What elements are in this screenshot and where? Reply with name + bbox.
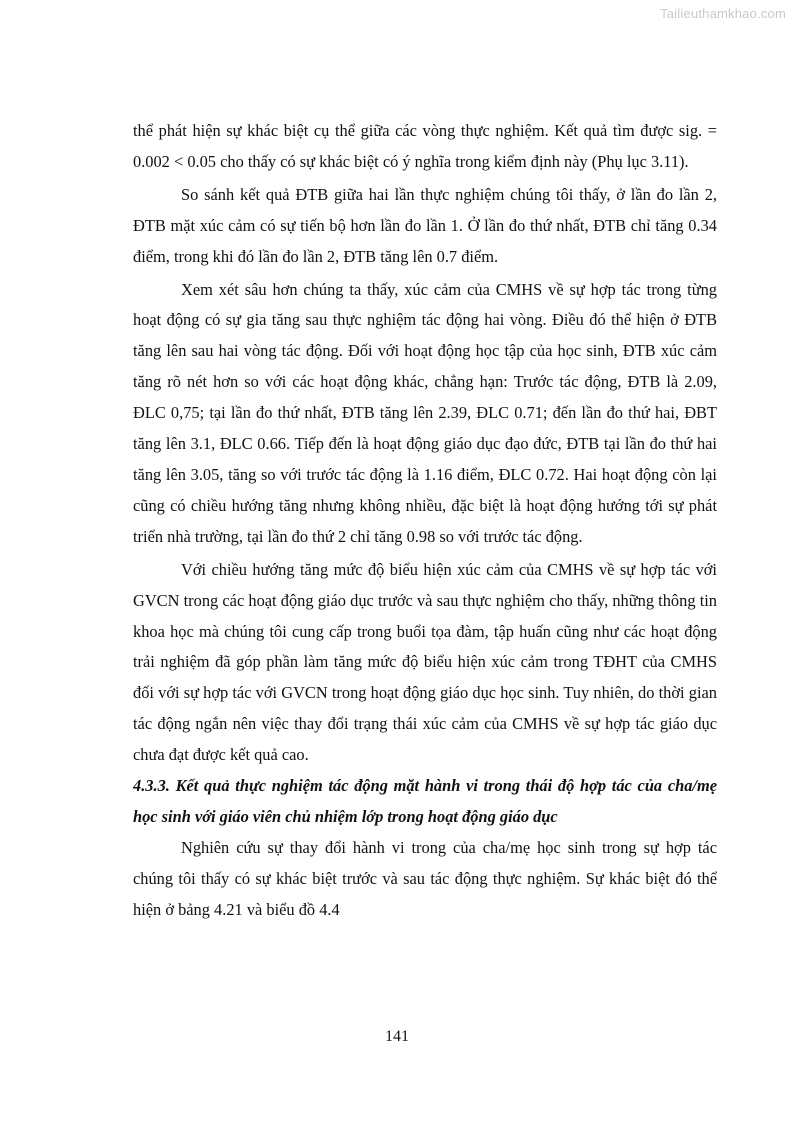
page-body — [133, 116, 717, 926]
paragraph-comparison: So sánh kết quả ĐTB giữa hai lần thực nghiệm chúng tôi thấy, ở lần đo lần 2, ĐTB mặt xúc cảm có sự tiến bộ hơn lần đo lần 1. Ở lần đo thứ nhất, ĐTB chỉ tăng 0.34 điểm, trong khi đó lần đo lần 2, ĐTB tăng lên 0.7 điểm. — [133, 184, 717, 266]
watermark: Tailieuthamkhao.com — [660, 6, 786, 21]
paragraph-activity-analysis: Xem xét sâu hơn chúng ta thấy, xúc cảm của CMHS về sự hợp tác trong từng hoạt động có sự gia tăng sau thực nghiệm tác động hai vòng. Điều đó thể hiện ở ĐTB tăng lên sau hai vòng tác động. Đối với hoạt động học tập của học sinh, ĐTB xúc cảm tăng rõ nét hơn so với các hoạt động khác, chẳng hạn: Trước tác động, ĐTB là 2.09, ĐLC 0,75; tại lần đo thứ nhất, ĐTB tăng lên 2.39, ĐLC 0.71; đến lần đo thứ hai, ĐBT tăng lên 3.1, ĐLC 0.66. Tiếp đến là hoạt động giáo dục đạo đức, ĐTB tại lần đo thứ hai tăng lên 3.05, tăng so với trước tác động là 1.16 điểm, ĐLC 0.72. Hai hoạt động còn lại cũng có chiều hướng tăng nhưng không nhiều, đặc biệt là hoạt động hướng tới sự phát triển nhà trường, tại lần đo thứ 2 chỉ tăng 0.98 so với trước tác động. — [133, 279, 717, 546]
paragraph-conclusion: Với chiều hướng tăng mức độ biểu hiện xúc cảm của CMHS về sự hợp tác với GVCN trong các hoạt động giáo dục trước và sau thực nghiệm cho thấy, những thông tin khoa học mà chúng tôi cung cấp trong buổi tọa đàm, tập huấn cũng như các hoạt động trải nghiệm đã góp phần làm tăng mức độ biểu hiện xúc cảm trong TĐHT của CMHS đối với sự hợp tác với GVCN trong hoạt động giáo dục học sinh. Tuy nhiên, do thời gian tác động ngắn nên việc thay đổi trạng thái xúc cảm của CMHS về sự hợp tác giáo dục chưa đạt được kết quả cao. — [133, 559, 717, 765]
paragraph-continuation: thể phát hiện sự khác biệt cụ thể giữa các vòng thực nghiệm. Kết quả tìm được sig. = 0.002 < 0.05 cho thấy có sự khác biệt có ý nghĩa trong kiểm định này (Phụ lục 3.11). — [133, 121, 717, 171]
paragraph-behavior-intro: Nghiên cứu sự thay đổi hành vi trong của cha/mẹ học sinh trong sự hợp tác chúng tôi thấy có sự khác biệt trước và sau tác động thực nghiệm. Sự khác biệt đó thể hiện ở bảng 4.21 và biểu đồ 4.4 — [133, 837, 717, 919]
page-number: 141 — [385, 1028, 409, 1045]
section-heading-4-3-3: 4.3.3. Kết quả thực nghiệm tác động mặt hành vi trong thái độ hợp tác của cha/mẹ học sinh với giáo viên chủ nhiệm lớp trong hoạt động giáo dục — [133, 776, 717, 826]
